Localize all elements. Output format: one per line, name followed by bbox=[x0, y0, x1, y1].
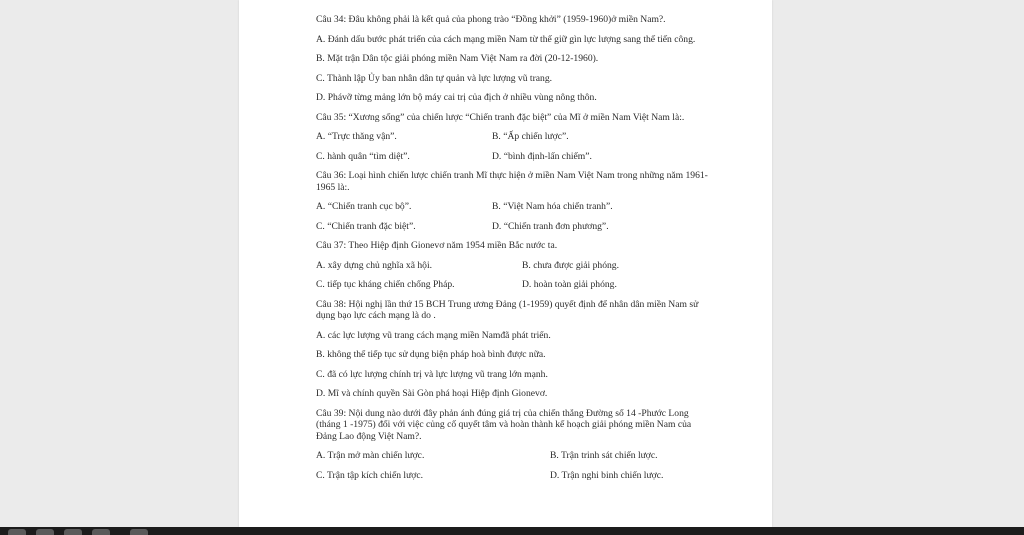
option-b: B. Trận trinh sát chiến lược. bbox=[550, 450, 658, 461]
option-b: B. “Ấp chiến lược”. bbox=[492, 131, 569, 142]
options-row bbox=[316, 201, 708, 213]
option-c: C. Thành lập Ủy ban nhân dân tự quản và lực lượng vũ trang. bbox=[316, 72, 553, 84]
option-c: C. Trận tập kích chiến lược. bbox=[316, 469, 423, 481]
option-d: D. “bình định-lấn chiếm”. bbox=[492, 150, 592, 162]
option-b: B. Mặt trận Dân tộc giải phóng miền Nam Việt Nam ra đời (20-12-1960). bbox=[316, 53, 599, 64]
option-c: C. hành quân “tìm diệt”. bbox=[316, 150, 410, 162]
options-row bbox=[316, 450, 708, 462]
taskbar-app-icon[interactable] bbox=[36, 529, 54, 535]
question-text: Câu 34: Đâu không phải là kết quả của phong trào “Đồng khởi” (1959-1960)ở miền Nam?. bbox=[316, 14, 666, 25]
options-row bbox=[316, 260, 708, 272]
question-block bbox=[316, 170, 708, 232]
options-row bbox=[316, 470, 708, 482]
option-c: C. đã có lực lượng chính trị và lực lượng vũ trang lớn mạnh. bbox=[316, 368, 548, 380]
question-text: Câu 37: Theo Hiệp định Gionevơ năm 1954 miền Bắc nước ta. bbox=[316, 240, 558, 251]
options-row bbox=[316, 131, 708, 143]
option-d: D. hoàn toàn giải phóng. bbox=[522, 279, 617, 290]
start-icon[interactable] bbox=[8, 529, 26, 535]
options-row bbox=[316, 151, 708, 163]
question-block bbox=[316, 240, 708, 291]
option-d: D. Phávỡ từng mảng lớn bộ máy cai trị của địch ở nhiều vùng nông thôn. bbox=[316, 92, 597, 103]
option-c: C. tiếp tục kháng chiến chống Pháp. bbox=[316, 279, 455, 290]
options-row bbox=[316, 279, 708, 291]
question-text: Câu 39: Nội dung nào dưới đây phản ánh đúng giá trị của chiến thắng Đường số 14 -Phước Long (tháng 1 -1975) đối với việc củng cố quyết tâm và hoàn thành kế hoạch giải phóng miền Nam của Đảng Lao động Việt Nam?. bbox=[316, 407, 692, 442]
option-a: A. Trận mở màn chiến lược. bbox=[316, 450, 425, 461]
question-text: Câu 35: “Xương sống” của chiến lược “Chiến tranh đặc biệt” của Mĩ ở miền Nam Việt Nam là:. bbox=[316, 111, 685, 123]
option-a: A. Đánh dấu bước phát triển của cách mạng miền Nam từ thế giữ gìn lực lượng sang thế tiến công. bbox=[316, 33, 696, 45]
option-a: A. “Chiến tranh cục bộ”. bbox=[316, 201, 412, 212]
question-block bbox=[316, 408, 708, 482]
option-c: C. “Chiến tranh đặc biệt”. bbox=[316, 220, 416, 232]
document-page bbox=[239, 0, 772, 527]
question-block bbox=[316, 14, 708, 104]
question-block bbox=[316, 299, 708, 400]
option-d: D. Mĩ và chính quyền Sài Gòn phá hoại Hiệp định Gionevơ. bbox=[316, 388, 548, 399]
option-b: B. chưa được giải phóng. bbox=[522, 259, 620, 271]
option-a: A. xây dựng chủ nghĩa xã hội. bbox=[316, 259, 433, 271]
document-content bbox=[316, 14, 708, 489]
options-row bbox=[316, 221, 708, 233]
option-d: D. Trận nghi binh chiến lược. bbox=[550, 469, 664, 481]
taskbar-app-icon[interactable] bbox=[64, 529, 82, 535]
option-a: A. các lực lượng vũ trang cách mạng miền Namđã phát triển. bbox=[316, 329, 551, 341]
option-d: D. “Chiến tranh đơn phương”. bbox=[492, 220, 609, 232]
option-b: B. không thể tiếp tục sử dụng biện pháp hoà bình được nữa. bbox=[316, 349, 546, 360]
taskbar bbox=[0, 527, 1024, 535]
option-b: B. “Việt Nam hóa chiến tranh”. bbox=[492, 201, 613, 212]
question-text: Câu 36: Loại hình chiến lược chiến tranh Mĩ thực hiện ở miền Nam Việt Nam trong những năm 1961-1965 là:. bbox=[316, 170, 708, 193]
question-text: Câu 38: Hội nghị lần thứ 15 BCH Trung ương Đảng (1-1959) quyết định để nhân dân miền Nam sử dụng bạo lực cách mạng là do . bbox=[316, 298, 699, 321]
taskbar-app-icon[interactable] bbox=[92, 529, 110, 535]
question-block bbox=[316, 112, 708, 163]
option-a: A. “Trực thăng vận”. bbox=[316, 131, 397, 142]
taskbar-app-icon[interactable] bbox=[130, 529, 148, 535]
